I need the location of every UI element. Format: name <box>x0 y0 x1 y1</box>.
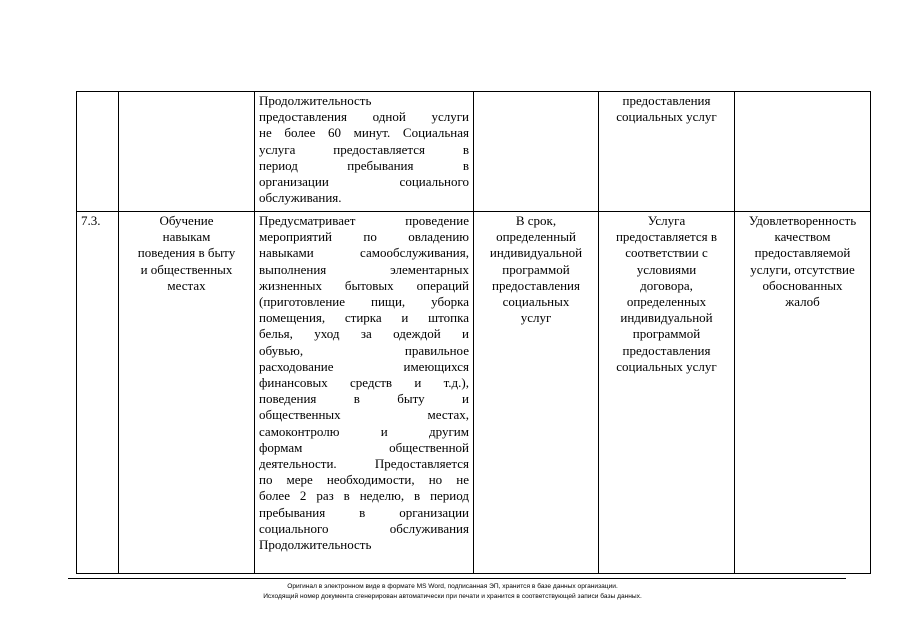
cell-line: навыкам <box>162 229 211 245</box>
cell-line: социальных услуг <box>616 358 717 374</box>
cell-line: предоставления <box>492 277 580 293</box>
cell-line: договора, <box>640 277 693 293</box>
cell-line: В срок, <box>515 213 557 228</box>
service-conditions-cell <box>599 212 735 574</box>
description-line: услуга предоставляется в <box>259 141 469 157</box>
cell-line: услуги, отсутствие <box>750 261 855 277</box>
cell-line: услуг <box>520 310 552 326</box>
description-line: навыками самообслуживания, <box>259 245 469 261</box>
cell-line: определенных <box>626 294 707 310</box>
cell-line: предоставления <box>622 93 711 108</box>
row-number-cell <box>77 92 119 212</box>
description-line: Предусматривает проведение <box>259 213 469 228</box>
cell-line: индивидуальной <box>620 310 713 326</box>
description-line: финансовых средств и т.д.), <box>259 375 469 391</box>
cell-line: и общественных <box>140 261 233 277</box>
description-line: деятельности. Предоставляется <box>259 456 469 472</box>
description-line: предоставления одной услуги <box>259 109 469 125</box>
service-term-cell <box>474 92 599 212</box>
description-line: обслуживания. <box>259 190 342 206</box>
description-line: выполнения элементарных <box>259 261 469 277</box>
description-line: белья, уход за одеждой и <box>259 326 469 342</box>
cell-line: соответствии с <box>625 245 708 261</box>
cell-line: условиями <box>636 261 697 277</box>
table-row <box>77 212 871 574</box>
description-line: самоконтролю и другим <box>259 423 469 439</box>
cell-line: Обучение <box>159 213 214 228</box>
services-table <box>76 91 871 574</box>
description-line: мероприятий по овладению <box>259 229 469 245</box>
cell-line: программой <box>632 326 701 342</box>
service-quality-cell <box>735 92 871 212</box>
cell-line: Удовлетворенность <box>748 213 857 228</box>
description-line: обувью, правильное <box>259 342 469 358</box>
description-line: поведения в быту и <box>259 391 469 407</box>
table-row <box>77 92 871 212</box>
row-number-cell: 7.3. <box>77 212 119 574</box>
cell-line: предоставляемой <box>754 245 851 261</box>
service-name-cell <box>119 212 255 574</box>
description-line: помещения, стирка и штопка <box>259 310 469 326</box>
description-line: период пребывания в <box>259 157 469 173</box>
description-line: по мере необходимости, но не <box>259 472 469 488</box>
footer-divider <box>68 578 846 579</box>
cell-line: жалоб <box>785 294 820 310</box>
service-name-cell <box>119 92 255 212</box>
description-line: социального обслуживания <box>259 520 469 536</box>
footer-note-original: Оригинал в электронном виде в формате MS Word, подписанная ЭП, хранится в базе данных организации. <box>287 583 618 590</box>
description-line: не более 60 минут. Социальная <box>259 125 469 141</box>
cell-line: социальных услуг <box>616 109 717 125</box>
service-description-cell <box>255 92 474 212</box>
description-line: Продолжительность <box>259 93 372 108</box>
service-quality-cell <box>735 212 871 574</box>
description-line: общественных местах, <box>259 407 469 423</box>
description-line: организации социального <box>259 174 469 190</box>
cell-line: поведения в быту <box>137 245 236 261</box>
cell-line: предоставления <box>622 342 711 358</box>
cell-line: местах <box>167 277 206 293</box>
description-line: жизненных бытовых операций <box>259 277 469 293</box>
description-line: формам общественной <box>259 439 469 455</box>
cell-line: программой <box>502 261 570 277</box>
cell-line: предоставляется в <box>615 229 718 245</box>
cell-line: социальных <box>502 294 570 310</box>
description-line: Продолжительность <box>259 537 372 553</box>
description-line: пребывания в организации <box>259 504 469 520</box>
cell-line: качеством <box>774 229 831 245</box>
cell-line: обоснованных <box>762 277 843 293</box>
description-line: более 2 раз в неделю, в период <box>259 488 469 504</box>
service-conditions-cell <box>599 92 735 212</box>
cell-line: определенный <box>496 229 576 245</box>
footer-note-number: Исходящий номер документа сгенерирован автоматически при печати и хранится в соответствующей записи базы данных. <box>263 593 642 600</box>
cell-line: Услуга <box>647 213 686 228</box>
service-description-cell <box>255 212 474 574</box>
service-term-cell <box>474 212 599 574</box>
cell-line: индивидуальной <box>489 245 583 261</box>
description-line: (приготовление пищи, уборка <box>259 294 469 310</box>
description-line: расходование имеющихся <box>259 358 469 374</box>
